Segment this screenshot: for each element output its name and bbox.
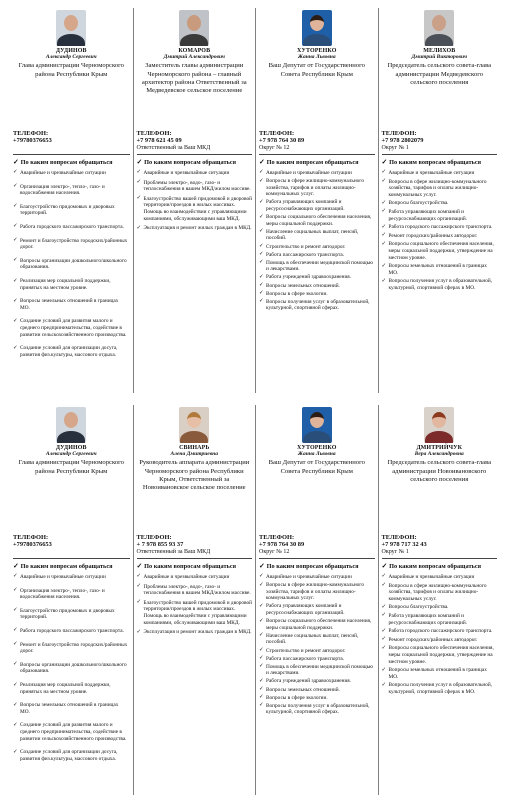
- contact-fullname: Александр Сергеевич: [45, 54, 97, 60]
- list-item: ✓ Вопросы социального обеспечения населения, меры социальной поддержки.: [259, 618, 375, 631]
- list-item: ✓ Помощь в обеспечении медицинской помощью и лекарствами.: [259, 664, 375, 677]
- portrait-photo: [424, 407, 454, 443]
- list-item: ✓ Работа городского пассажирского транспорта.: [382, 224, 498, 231]
- list-item: ✓ Проблемы электро-, водо-, газо- и теплоснабжения в вашем МКД/жилом массиве.: [137, 584, 253, 597]
- questions-title: [137, 562, 253, 570]
- phone-number[interactable]: +79780376653: [13, 541, 52, 549]
- list-item: ✓ Ремонт городских/районных автодорог.: [382, 233, 498, 240]
- contact-fullname: Жанна Львовна: [297, 54, 336, 60]
- portrait-photo: [302, 407, 332, 443]
- contact-card-dudinov: [10, 8, 133, 393]
- divider: [13, 558, 130, 559]
- contact-position: Руководитель аппарата администрации Черноморского района Республики Крым, Ответственный за Новоивановское сельское поселение: [139, 459, 250, 492]
- list-item: ✓ Создание условий для развития малого и среднего предпринимательства, содействие в развитии сельскохозяйственного производства.: [13, 318, 130, 338]
- phone-label: ТЕЛЕФОН:: [136, 130, 172, 137]
- phone-label: ТЕЛЕФОН:: [381, 130, 417, 137]
- list-item: ✓ Создание условий для организации досуга, развития физ.культуры, массового отдыха.: [13, 345, 130, 358]
- list-item: ✓ Вопросы в сфере жилищно-коммунального хозяйства, тарифов и оплаты жилищно-коммунальных услуг.: [382, 179, 498, 199]
- list-item: ✓ Ремонт городских/районных автодорог.: [382, 637, 498, 644]
- list-item: ✓ Вопросы получения услуг в образовательной, культурной, спортивной сферах в МО.: [382, 682, 498, 695]
- list-item: ✓ Аварийные и чрезвычайные ситуации: [137, 170, 253, 177]
- phone-subtitle: Округ № 1: [381, 548, 409, 555]
- contact-card-dmitriychuk: [378, 405, 501, 795]
- contact-fullname: Александр Сергеевич: [45, 451, 97, 457]
- list-item: ✓ Вопросы благоустройства.: [382, 200, 498, 207]
- list-item: ✓ Вопросы в сфере экологии.: [259, 695, 375, 702]
- phone-block: [259, 534, 375, 717]
- phone-label: ТЕЛЕФОН:: [13, 130, 49, 137]
- list-item: ✓ Аварийные и чрезвычайные ситуации: [259, 170, 375, 177]
- portrait-photo: [424, 10, 454, 46]
- phone-block: [13, 534, 130, 769]
- contacts-block-bottom: [10, 405, 500, 795]
- phone-number[interactable]: +7 978 764 30 89: [259, 541, 305, 549]
- list-item: ✓ Эксплуатация и ремонт жилых граждан в МКД.: [137, 629, 253, 636]
- list-item: ✓ Вопросы социального обеспечения населения, меры социальной поддержки, утверждение на местном уровне.: [382, 645, 498, 665]
- questions-title-text: По каким вопросам обращаться: [20, 562, 113, 570]
- contact-fullname: Дмитрий Александрович: [163, 54, 225, 60]
- contact-card-dudinov: [10, 405, 133, 795]
- divider: [382, 558, 498, 559]
- list-item: ✓ Вопросы земельных отношений в границах МО.: [382, 667, 498, 680]
- check-icon: ✓: [381, 157, 390, 166]
- phone-number[interactable]: +7 978 764 30 89: [259, 137, 305, 145]
- questions-title: [382, 158, 498, 166]
- list-item: ✓ Реализация мер социальной поддержки, принятых на местном уровне.: [13, 682, 130, 695]
- phone-number[interactable]: +7 978 717 32 43: [381, 541, 427, 549]
- contact-position: Председатель сельского совета-глава администрации Медведевского сельского поселения: [387, 62, 492, 86]
- contact-position: Ваш Депутат от Государственного Совета Республики Крым: [268, 459, 365, 475]
- divider: [382, 154, 498, 155]
- divider: [259, 154, 375, 155]
- phone-subtitle: [13, 549, 130, 556]
- check-icon: ✓: [13, 157, 21, 166]
- contact-card-hutorenko: [255, 8, 378, 393]
- contact-fullname: Алена Дмитриевна: [170, 451, 218, 457]
- list-item: ✓ Аварийные и чрезвычайные ситуации: [137, 574, 253, 581]
- list-item: ✓ Благоустройство вашей придомовой и дворовой территории/проездов в жилых массивах. Помощь во взаимодействии с управляющими компаниями, обслуживающими ваш МКД.: [137, 600, 253, 626]
- questions-title: [382, 562, 498, 570]
- list-item: ✓ Вопросы земельных отношений в границах МО.: [13, 702, 130, 715]
- questions-title-text: По каким вопросам обращаться: [144, 158, 237, 166]
- phone-number[interactable]: + 7 978 855 93 37: [136, 541, 184, 549]
- questions-list: [137, 170, 253, 232]
- list-item: ✓ Вопросы в сфере жилищно-коммунального хозяйства, тарифов и оплаты жилищно-коммунальных услуг.: [382, 583, 498, 603]
- questions-title: [259, 562, 375, 570]
- list-item: ✓ Аварийные и чрезвычайные ситуации: [13, 170, 130, 177]
- list-item: ✓ Аварийные и чрезвычайные ситуации: [259, 574, 375, 581]
- phone-subtitle: Округ № 1: [381, 144, 409, 151]
- questions-list: [137, 574, 253, 636]
- contact-fullname: Дмитрий Викторович: [411, 54, 467, 60]
- portrait-photo: [302, 10, 332, 46]
- divider: [259, 558, 375, 559]
- list-item: ✓ Организация электро-, тепло-, газо- и водоснабжения населения.: [13, 588, 130, 601]
- check-icon: ✓: [381, 561, 390, 570]
- phone-label: ТЕЛЕФОН:: [381, 534, 417, 541]
- phone-subtitle: Ответственный за Ваш МКД: [136, 144, 211, 151]
- list-item: ✓ Реализация мер социальной поддержки, принятых на местном уровне.: [13, 278, 130, 291]
- list-item: ✓ Работа учреждений здравоохранения.: [259, 274, 375, 281]
- list-item: ✓ Ремонт и благоустройство городских/районных дорог.: [13, 642, 130, 655]
- list-item: ✓ Начисление социальных выплат, пенсий, пособий.: [259, 633, 375, 646]
- questions-title-text: По каким вопросам обращаться: [20, 158, 113, 166]
- questions-title-text: По каким вопросам обращаться: [389, 158, 482, 166]
- list-item: ✓ Вопросы получения услуг в образовательной, культурной, спортивной сферах.: [259, 299, 375, 312]
- list-item: ✓ Проблемы электро-, водо-, газо- и теплоснабжения в вашем МКД/жилом массиве.: [137, 180, 253, 193]
- list-item: ✓ Строительство и ремонт автодорог.: [259, 244, 375, 251]
- list-item: ✓ Работа городского пассажирского транспорта.: [13, 224, 130, 231]
- portrait-photo: [56, 407, 86, 443]
- phone-block: [13, 130, 130, 365]
- contact-surname: ДМИТРИЙЧУК: [416, 445, 463, 451]
- phone-block: [382, 534, 498, 698]
- divider: [137, 154, 253, 155]
- divider: [137, 558, 253, 559]
- list-item: ✓ Работа управляющих компаний и ресурсоснабжающих организаций.: [259, 603, 375, 616]
- list-item: ✓ Вопросы в сфере жилищно-коммунального хозяйства, тарифов и оплаты жилищно-коммунальных услуг.: [259, 178, 375, 198]
- questions-list: [13, 170, 130, 359]
- phone-subtitle: Округ № 12: [259, 144, 290, 151]
- list-item: ✓ Помощь в обеспечении медицинской помощью и лекарствами.: [259, 260, 375, 273]
- list-item: ✓ Благоустройство придомовых и дворовых территорий.: [13, 204, 130, 217]
- check-icon: ✓: [13, 561, 21, 570]
- list-item: ✓ Работа пассажирского транспорта.: [259, 656, 375, 663]
- list-item: ✓ Вопросы социального обеспечения населения, меры социальной поддержки, утверждение на местном уровне.: [382, 241, 498, 261]
- contact-surname: ХУТОРЕНКО: [297, 48, 337, 54]
- list-item: ✓ Вопросы получения услуг в образовательной, культурной, спортивной сферах.: [259, 703, 375, 716]
- phone-block: [137, 534, 253, 639]
- questions-title-text: По каким вопросам обращаться: [266, 158, 359, 166]
- portrait-photo: [56, 10, 86, 46]
- list-item: ✓ Организация электро-, тепло-, газо- и водоснабжения населения.: [13, 184, 130, 197]
- questions-list: [259, 170, 375, 312]
- list-item: ✓ Вопросы в сфере экологии.: [259, 291, 375, 298]
- list-item: ✓ Ремонт и благоустройство городских/районных дорог.: [13, 238, 130, 251]
- contact-surname: ДУДИНОВ: [55, 445, 87, 451]
- list-item: ✓ Вопросы земельных отношений в границах МО.: [13, 298, 130, 311]
- list-item: ✓ Работа управляющих компаний и ресурсоснабжающих организаций.: [259, 199, 375, 212]
- phone-number[interactable]: +7 978 2802079: [381, 137, 424, 145]
- contact-surname: ДУДИНОВ: [55, 48, 87, 54]
- check-icon: ✓: [136, 157, 145, 166]
- contact-surname: ХУТОРЕНКО: [297, 445, 337, 451]
- list-item: ✓ Работа городского пассажирского транспорта.: [382, 628, 498, 635]
- list-item: ✓ Работа учреждений здравоохранения.: [259, 678, 375, 685]
- list-item: ✓ Вопросы социального обеспечения населения, меры социальной поддержки.: [259, 214, 375, 227]
- check-icon: ✓: [136, 561, 145, 570]
- check-icon: ✓: [259, 157, 267, 166]
- phone-label: ТЕЛЕФОН:: [259, 534, 295, 541]
- contact-surname: СВИНАРЬ: [179, 445, 210, 451]
- phone-block: [382, 130, 498, 294]
- phone-label: ТЕЛЕФОН:: [259, 130, 295, 137]
- questions-title-text: По каким вопросам обращаться: [144, 562, 237, 570]
- phone-subtitle: [13, 145, 130, 152]
- list-item: ✓ Вопросы земельных отношений в границах МО.: [382, 263, 498, 276]
- list-item: ✓ Аварийные и чрезвычайные ситуации: [382, 170, 498, 177]
- contact-fullname: Жанна Львовна: [297, 451, 336, 457]
- list-item: ✓ Создание условий для развития малого и среднего предпринимательства, содействие в развитии сельскохозяйственного производства.: [13, 722, 130, 742]
- contact-position: Председатель сельского совета-глава администрации Новоивановского сельского поселения: [387, 459, 492, 483]
- list-item: ✓ Благоустройство придомовых и дворовых территорий.: [13, 608, 130, 621]
- phone-number[interactable]: +7 978 621 45 09: [136, 137, 182, 145]
- questions-title: [13, 562, 130, 570]
- phone-subtitle: Округ № 12: [259, 548, 290, 555]
- list-item: ✓ Вопросы благоустройства.: [382, 604, 498, 611]
- phone-subtitle: Ответственный за Ваш МКД: [136, 548, 211, 555]
- list-item: ✓ Аварийные и чрезвычайные ситуации: [13, 574, 130, 581]
- list-item: ✓ Работа городского пассажирского транспорта.: [13, 628, 130, 635]
- list-item: ✓ Вопросы организации дошкольного/школьного образования.: [13, 258, 130, 271]
- list-item: ✓ Вопросы организации дошкольного/школьного образования.: [13, 662, 130, 675]
- contact-card-melihov: [378, 8, 501, 393]
- contact-position: Ваш Депутат от Государственного Совета Республики Крым: [268, 62, 365, 78]
- contact-card-komarov: [133, 8, 256, 393]
- list-item: ✓ Работа управляющих компаний и ресурсоснабжающих организаций.: [382, 613, 498, 626]
- contacts-block-top: [10, 8, 500, 393]
- phone-number[interactable]: +79780376653: [13, 137, 52, 145]
- questions-title-text: По каким вопросам обращаться: [266, 562, 359, 570]
- questions-list: [382, 170, 498, 292]
- contact-position: Глава администрации Черноморского района Республики Крым: [18, 62, 124, 78]
- list-item: ✓ Эксплуатация и ремонт жилых граждан в МКД.: [137, 225, 253, 232]
- list-item: ✓ Строительство и ремонт автодорог.: [259, 648, 375, 655]
- list-item: ✓ Вопросы в сфере жилищно-коммунального хозяйства, тарифов и оплаты жилищно-коммунальных услуг.: [259, 582, 375, 602]
- list-item: ✓ Работа управляющих компаний и ресурсоснабжающих организаций.: [382, 209, 498, 222]
- contact-fullname: Вера Александровна: [414, 451, 464, 457]
- contact-position: Заместитель главы администрации Черноморского района – главный архитектор района Ответственный за Медведевское сельское поселение: [141, 62, 247, 95]
- contact-card-hutorenko: [255, 405, 378, 795]
- list-item: ✓ Работа пассажирского транспорта.: [259, 252, 375, 259]
- list-item: ✓ Начисление социальных выплат, пенсий, пособий.: [259, 229, 375, 242]
- list-item: ✓ Аварийные и чрезвычайные ситуации: [382, 574, 498, 581]
- phone-block: [137, 130, 253, 235]
- list-item: ✓ Вопросы получения услуг в образовательной, культурной, спортивной сферах в МО.: [382, 278, 498, 291]
- list-item: ✓ Вопросы земельных отношений.: [259, 687, 375, 694]
- contact-position: Глава администрации Черноморского района Республики Крым: [18, 459, 124, 475]
- questions-title: [13, 158, 130, 166]
- portrait-photo: [179, 10, 209, 46]
- list-item: ✓ Вопросы земельных отношений.: [259, 283, 375, 290]
- contact-surname: МЕЛИХОВ: [423, 48, 456, 54]
- questions-title: [259, 158, 375, 166]
- questions-title: [137, 158, 253, 166]
- list-item: ✓ Создание условий для организации досуга, развития физ.культуры, массового отдыха.: [13, 749, 130, 762]
- portrait-photo: [179, 407, 209, 443]
- list-item: ✓ Благоустройство вашей придомовой и дворовой территории/проездов в жилых массивах. Помощь во взаимодействии с управляющими компаниями, обслуживающими ваш МКД.: [137, 196, 253, 222]
- phone-block: [259, 130, 375, 313]
- check-icon: ✓: [259, 561, 267, 570]
- questions-list: [382, 574, 498, 696]
- questions-list: [259, 574, 375, 716]
- contact-card-svinar: [133, 405, 256, 795]
- questions-title-text: По каким вопросам обращаться: [389, 562, 482, 570]
- contact-surname: КОМАРОВ: [178, 48, 211, 54]
- questions-list: [13, 574, 130, 763]
- divider: [13, 154, 130, 155]
- phone-label: ТЕЛЕФОН:: [136, 534, 172, 541]
- phone-label: ТЕЛЕФОН:: [13, 534, 49, 541]
